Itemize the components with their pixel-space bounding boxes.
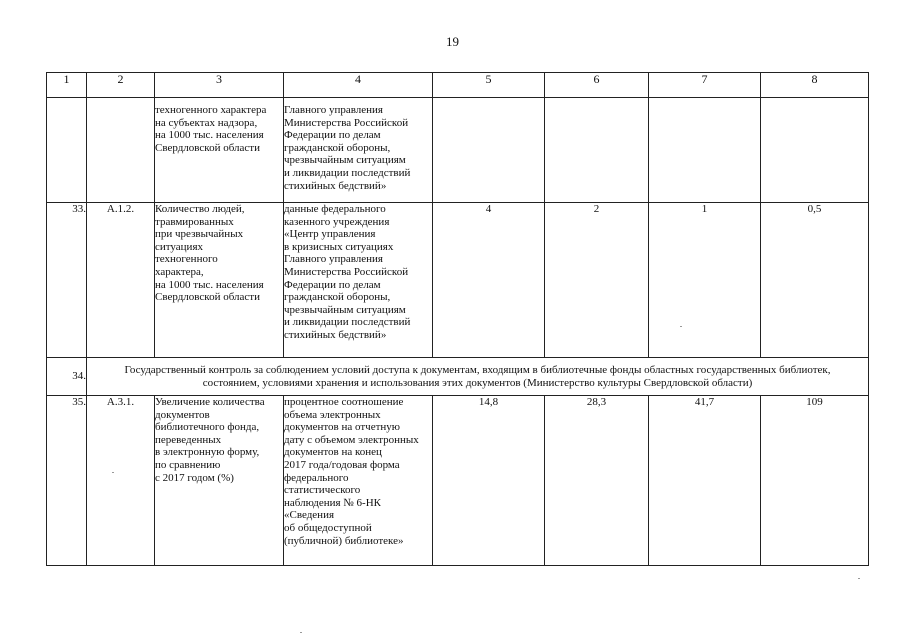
cell-line: Главного управления xyxy=(284,253,383,266)
cell-line: и ликвидации последствий xyxy=(284,316,411,329)
cell-line: Количество людей, xyxy=(155,203,245,215)
cell-line: об общедоступной xyxy=(284,521,372,534)
value-cell xyxy=(649,98,761,203)
scan-speck xyxy=(300,632,302,633)
page-number: 19 xyxy=(446,34,459,49)
row-number: 34. xyxy=(47,358,87,396)
cell-line: Свердловской области xyxy=(155,141,260,154)
cell-line: гражданской обороны, xyxy=(284,291,391,304)
cell-line: документов на отчетную xyxy=(284,421,400,434)
cell-line: на субъектах надзора, xyxy=(155,116,258,129)
cell-line: Государственный контроль за соблюдением условий доступа к документам, входящим в библиотечные фонды областных государственных библиотек, xyxy=(124,363,831,376)
value-cell xyxy=(761,98,869,203)
source-cell xyxy=(284,396,433,566)
indicator-cell xyxy=(155,98,284,203)
cell-line: травмированных xyxy=(155,215,234,228)
row-code: А.3.1. xyxy=(87,396,155,566)
value-cell xyxy=(433,98,545,203)
cell-line: «Центр управления xyxy=(284,228,376,241)
cell-line: документов xyxy=(155,408,210,421)
cell-line: казенного учреждения xyxy=(284,215,390,228)
source-cell xyxy=(284,203,433,358)
cell-line: чрезвычайным ситуациям xyxy=(284,303,406,316)
header-cell: 7 xyxy=(649,73,761,98)
cell-line: объема электронных xyxy=(284,408,381,421)
cell-line: Свердловской области xyxy=(155,291,260,304)
scan-speck xyxy=(112,472,114,473)
cell-line: в электронную форму, xyxy=(155,446,260,459)
cell-line: федерального xyxy=(284,471,349,484)
cell-line: документов на конец xyxy=(284,446,382,459)
value-cell: 0,5 xyxy=(761,203,869,358)
cell-line: библиотечного фонда, xyxy=(155,421,260,434)
cell-line: Министерства Российской xyxy=(284,116,409,129)
table-row xyxy=(47,98,869,203)
cell-line: на 1000 тыс. населения xyxy=(155,129,264,142)
cell-line: состоянием, условиями хранения и использования этих документов (Министерство культуры Свердловской области) xyxy=(202,376,753,389)
value-cell xyxy=(545,98,649,203)
cell-line: техногенного характера xyxy=(155,104,267,116)
section-heading xyxy=(87,358,869,396)
value-cell: 109 xyxy=(761,396,869,566)
table-row xyxy=(47,396,869,566)
cell-line: по сравнению xyxy=(155,458,221,471)
indicators-table xyxy=(46,72,869,566)
source-cell xyxy=(284,98,433,203)
cell-line: Министерства Российской xyxy=(284,265,409,278)
header-cell: 4 xyxy=(284,73,433,98)
cell-line: в кризисных ситуациях xyxy=(284,240,394,253)
cell-line: и ликвидации последствий xyxy=(284,166,411,179)
header-cell: 8 xyxy=(761,73,869,98)
cell-line: при чрезвычайных xyxy=(155,228,244,241)
cell-line: процентное соотношение xyxy=(284,396,404,408)
header-row xyxy=(47,73,869,98)
table-row xyxy=(47,203,869,358)
header-cell: 1 xyxy=(47,73,87,98)
scan-speck xyxy=(858,578,860,579)
row-number: 33. xyxy=(47,203,87,358)
cell-line: переведенных xyxy=(155,433,222,446)
value-cell: 28,3 xyxy=(545,396,649,566)
scan-speck xyxy=(680,326,682,327)
cell-line: характера, xyxy=(155,265,204,278)
cell-line: Увеличение количества xyxy=(155,396,265,408)
cell-line: «Сведения xyxy=(284,509,335,522)
table-row xyxy=(47,358,869,396)
cell-line: данные федерального xyxy=(284,203,386,215)
value-cell: 4 xyxy=(433,203,545,358)
cell-line: (публичной) библиотеке» xyxy=(284,534,404,547)
indicator-cell xyxy=(155,396,284,566)
row-number: 35. xyxy=(47,396,87,566)
value-cell: 2 xyxy=(545,203,649,358)
cell-line: 2017 года/годовая форма xyxy=(284,458,400,471)
cell-line: стихийных бедствий» xyxy=(284,179,387,192)
header-cell: 6 xyxy=(545,73,649,98)
row-code: А.1.2. xyxy=(87,203,155,358)
cell-line: статистического xyxy=(284,484,361,497)
header-cell: 3 xyxy=(155,73,284,98)
row-code xyxy=(87,98,155,203)
cell-line: техногенного xyxy=(155,253,218,266)
cell-line: стихийных бедствий» xyxy=(284,328,387,341)
cell-line: гражданской обороны, xyxy=(284,141,391,154)
cell-line: с 2017 годом (%) xyxy=(155,471,234,484)
indicator-cell xyxy=(155,203,284,358)
row-number xyxy=(47,98,87,203)
cell-line: ситуациях xyxy=(155,240,204,253)
header-cell: 5 xyxy=(433,73,545,98)
cell-line: Федерации по делам xyxy=(284,278,381,291)
cell-line: Федерации по делам xyxy=(284,129,381,142)
value-cell: 14,8 xyxy=(433,396,545,566)
cell-line: на 1000 тыс. населения xyxy=(155,278,264,291)
value-cell: 41,7 xyxy=(649,396,761,566)
header-cell: 2 xyxy=(87,73,155,98)
cell-line: наблюдения № 6-НК xyxy=(284,496,381,509)
value-cell: 1 xyxy=(649,203,761,358)
cell-line: Главного управления xyxy=(284,104,383,116)
cell-line: дату с объемом электронных xyxy=(284,433,419,446)
cell-line: чрезвычайным ситуациям xyxy=(284,154,406,167)
